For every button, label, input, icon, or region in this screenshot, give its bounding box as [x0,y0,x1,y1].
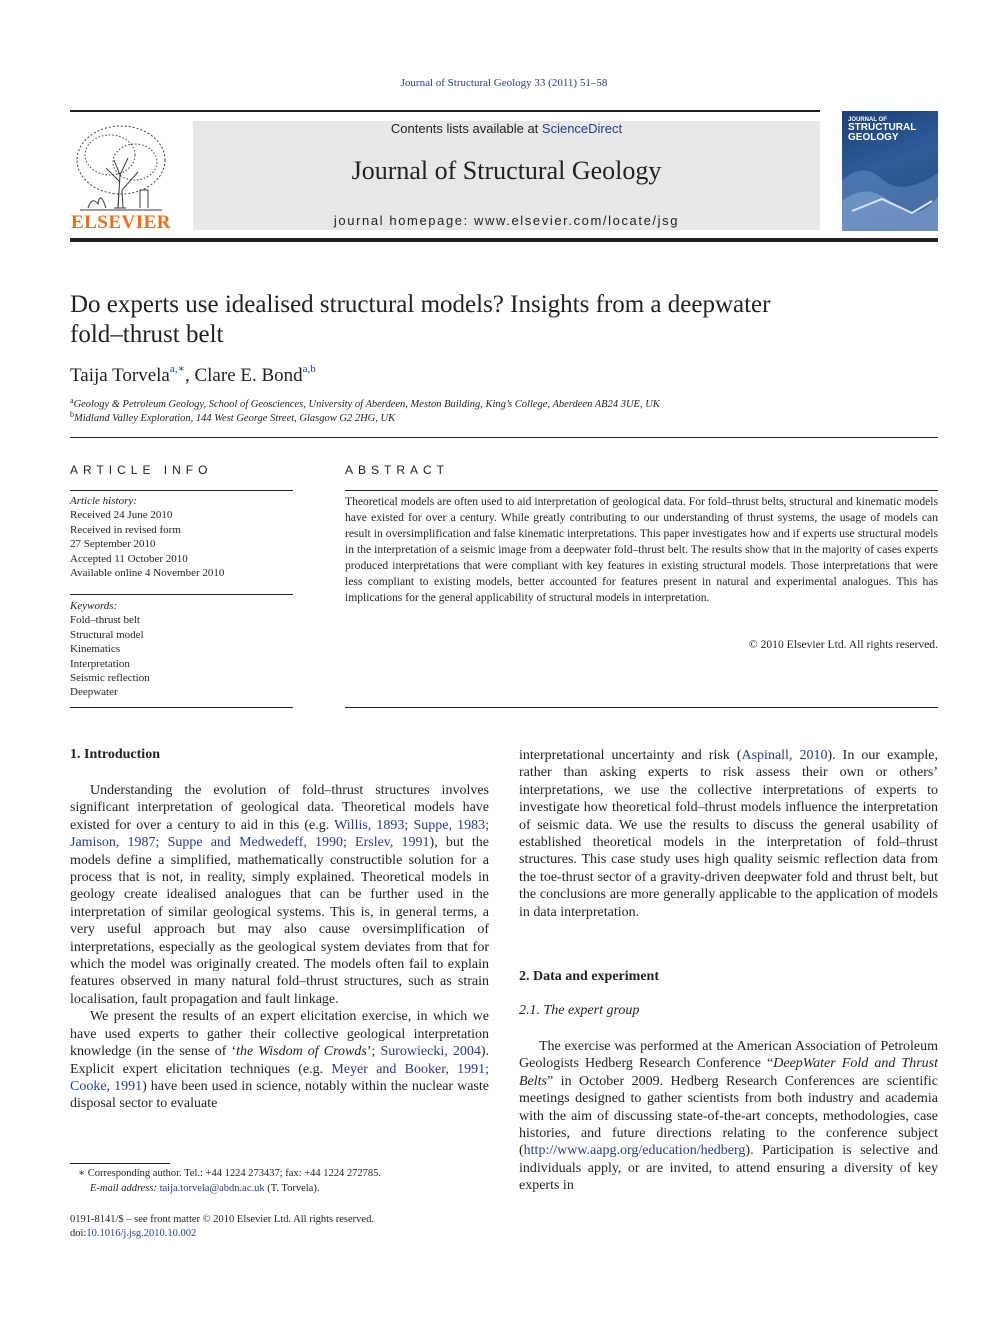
article-history [70,494,293,580]
text-run: ), but the models define a simplified, mathematically constructible solution for a process that is not, in reality, simply explained. Theoretical models in geology create idealised analogues that can be further used in the interpretation of similar geological systems. This is, in general terms, a very useful approach but may also cause oversimplification of interpretations, especially as the geological system deviates from that for which the model was originally created. The models often fail to explain features observed in many natural fold–thrust structures, such as strain localisation, fault propagation and fault linkage. [70,835,489,1007]
article-title [70,290,938,350]
history-item: Received 24 June 2010 [70,509,173,522]
text-run: ). Participation is selective and individuals apply, or are invited, to attend ensuring a diversity of key experts in [519,1143,938,1194]
history-item: Available online 4 November 2010 [70,567,225,580]
introduction-body [70,782,489,1113]
author-separator: , [184,365,195,386]
keywords [70,599,293,700]
doi-note [70,1226,196,1241]
email-suffix: (T. Torvela). [264,1183,320,1194]
elsevier-logo[interactable]: ELSEVIER [70,212,172,233]
cover-image [842,151,938,231]
affiliation-marker: b [70,410,74,419]
affiliation [70,396,660,410]
keyword-item: Kinematics [70,643,121,656]
text-run: We present the results of an expert elicitation exercise, in which we have used experts to gather their collective geological interpretation knowledge (in the sense of ‘ [70,1009,489,1060]
email-link[interactable]: taija.torvela@abdn.ac.uk [159,1183,265,1194]
contents-line [193,121,820,136]
citation-link[interactable]: Meyer and Booker, 1991; Cooke, 1991 [70,1061,489,1094]
abstract-rule [345,490,938,491]
text-run: ’; [366,1044,381,1060]
issn-note: 0191-8141/$ – see front matter © 2010 Elsevier Ltd. All rights reserved. [70,1214,374,1225]
text-run: ) have been used in science, notably within the nuclear waste disposal sector to evaluate [70,1078,489,1112]
affiliation-text: Geology & Petroleum Geology, School of Geosciences, University of Aberdeen, Meston Building, King’s College, Aberdeen AB24 3UE, UK [73,399,660,410]
corresponding-author-note: ∗ Corresponding author. Tel.: +44 1224 273437; fax: +44 1224 272785. [78,1168,381,1179]
keyword-item: Structural model [70,628,144,641]
affiliation-marker: a [70,396,74,405]
text-run: ). In our example, rather than asking experts to risk assess their own or others’ interpretations, we use the collective interpretations of experts to investigate how theoretical fold–thrust models influence the interpretation of seismic data. We use the results to discuss the general usability of established theoretical models in the interpretation of fold–thrust structures. This case study uses high quality seismic reflection data from the toe-thrust sector of a gravity-driven deepwater fold and thrust belt, but the conclusions are more generally applicable to the application of models in data interpretation. [519,748,938,920]
author-affiliation-marker[interactable]: a,b [302,363,316,375]
cover-title-line1: STRUCTURAL [848,122,917,133]
keyword-item: Interpretation [70,657,130,670]
header-rule [70,110,820,112]
email-note [90,1181,319,1196]
author-affiliation-marker[interactable]: a,∗ [169,363,185,375]
section-rule [70,437,938,438]
text-run: Understanding the evolution of fold–thrust structures involves significant interpretation of geological data. Theoretical models have existed for over a century to aid in this (e.g. [70,783,489,833]
keyword-item: Deepwater [70,686,118,699]
section-heading-introduction: 1. Introduction [70,747,160,762]
history-label: Article history: [70,495,137,507]
history-item: Accepted 11 October 2010 [70,552,188,565]
expert-group-body [519,1038,938,1195]
paragraph [70,782,489,1008]
header-band-rule [70,238,938,242]
abstract-bottom-rule [345,707,938,708]
title-line-1: Do experts use idealised structural models? Insights from a deepwater [70,291,771,318]
email-label: E-mail address: [90,1183,160,1194]
hedberg-url-link[interactable]: http://www.aapg.org/education/hedberg [523,1143,746,1159]
footnote-rule [70,1163,170,1164]
journal-name: Journal of Structural Geology [351,156,662,185]
article-info-rule [70,490,293,491]
abstract-heading: ABSTRACT [345,463,450,477]
history-item: Received in revised form [70,523,181,536]
affiliation [70,410,395,424]
italic-term: DeepWater Fold and Thrust Belts [519,1056,939,1089]
author-name: Taija Torvela [70,365,170,386]
text-run: interpretational uncertainty and risk ( [519,748,742,763]
text-run: ). Explicit expert elicitation techniques (e.g. [70,1044,489,1077]
title-line-2: fold–thrust belt [70,321,224,348]
keywords-rule [70,594,293,595]
italic-term: the Wisdom of Crowds [236,1044,367,1060]
journal-cover[interactable] [842,111,938,231]
journal-homepage[interactable]: journal homepage: www.elsevier.com/locate/jsg [333,213,680,228]
citation-link[interactable]: Aspinall, 2010 [741,748,828,763]
citation-link[interactable]: Willis, 1893; Suppe, 1983; Jamison, 1987; Suppe and Medwedeff, 1990; Erslev, 1991 [70,817,489,851]
sciencedirect-link[interactable]: ScienceDirect [541,121,623,136]
cover-title [848,117,934,143]
author-list [70,362,316,387]
paragraph [519,747,938,921]
text-run: ” in October 2009. Hedberg Research Conferences are scientific meetings designed to gather scientists from both industry and academia with the aim of discussing state-of-the-art concepts, methodologies, case histories, and future directions relating to the conference subject ( [519,1073,938,1159]
cover-title-small: JOURNAL OF [848,117,887,123]
doi-link[interactable]: 10.1016/j.jsg.2010.10.002 [86,1228,197,1239]
text-run: The exercise was performed at the American Association of Petroleum Geologists Hedberg Research Conference “ [519,1039,938,1072]
keyword-item: Fold–thrust belt [70,614,140,627]
paragraph [519,1038,938,1195]
citation-link[interactable]: Surowiecki, 2004 [380,1044,481,1060]
author-name: Clare E. Bond [194,365,303,386]
history-item: 27 September 2010 [70,538,156,551]
doi-prefix: doi: [70,1228,87,1239]
keyword-item: Seismic reflection [70,672,150,685]
article-info-bottom-rule [70,707,293,708]
subsection-heading-expert-group: 2.1. The expert group [519,1003,640,1018]
section-heading-data-experiment: 2. Data and experiment [519,969,659,984]
introduction-body-continued [519,747,938,921]
affiliation-text: Midland Valley Exploration, 144 West George Street, Glasgow G2 2HG, UK [74,413,396,424]
journal-citation[interactable]: Journal of Structural Geology 33 (2011) 51–58 [400,77,608,89]
abstract-copyright: © 2010 Elsevier Ltd. All rights reserved. [748,638,938,651]
abstract-text: Theoretical models are often used to aid interpretation of geological data. For fold–thrust belts, structural and kinematic models have existed for over a century. While greatly contributing to our understanding of thrust systems, the usage of models can result in oversimplification and false kinematic interpretations. This paper investigates how and if experts use structural models in the interpretation of a seismic image from a deepwater fold–thrust belt. The results show that in the majority of cases experts produced interpretations that were compliant with key features in existing structural models. Those interpretations that were less compliant to existing models, better accounted for features present in natural and experimental analogues. This has implications for the general applicability of structural models in interpretation. [345,495,938,604]
paragraph [70,1008,489,1112]
contents-prefix: Contents lists available at [390,121,542,136]
keywords-label: Keywords: [70,600,118,612]
cover-title-line2: GEOLOGY [848,132,899,143]
article-info-heading: ARTICLE INFO [70,463,213,477]
